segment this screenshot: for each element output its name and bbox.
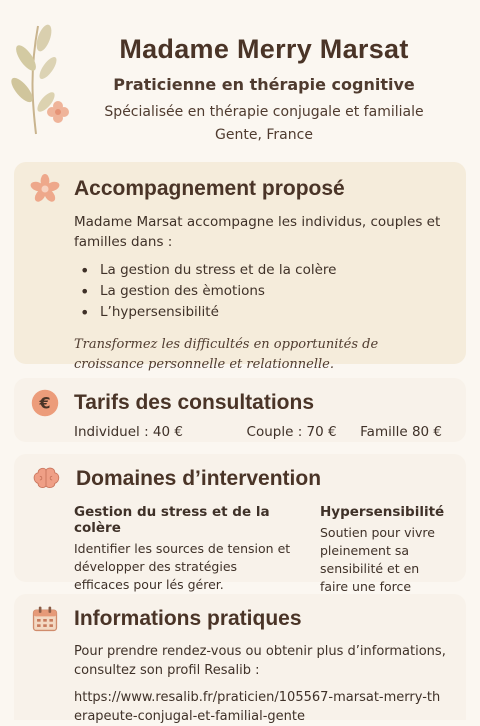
domaine-stress-title: Gestion du stress et de la colère bbox=[74, 504, 270, 536]
tarifs-title: Tarifs des consultations bbox=[74, 391, 314, 414]
domaines-title: Domaines d’intervention bbox=[76, 467, 322, 490]
domaine-stress-desc: Identifier les sources de tension et développer des stratégies efficaces pour lés gérer. bbox=[74, 541, 291, 592]
infos-card bbox=[14, 594, 466, 724]
accompagnement-tagline: Transformez les difficultés en opportunités de croissance personnelle et relationnelle. bbox=[74, 337, 379, 372]
list-item: • L’hypersensibilité bbox=[80, 302, 448, 323]
subtitle: Praticienne en thérapie cognitive bbox=[113, 75, 415, 94]
accompagnement-list bbox=[74, 260, 448, 323]
calendar-icon bbox=[30, 604, 60, 634]
brain-icon bbox=[30, 464, 62, 494]
tarifs-header bbox=[32, 388, 448, 418]
infos-title: Informations pratiques bbox=[74, 607, 302, 630]
leaf-sprig-icon bbox=[8, 20, 70, 138]
svg-text:€: € bbox=[39, 393, 51, 413]
infos-header bbox=[32, 604, 448, 634]
specialty: Spécialisée en thérapie conjugale et familiale bbox=[104, 104, 424, 120]
resalib-link[interactable]: https://www.resalib.fr/praticien/105567-marsat-merry-therapeute-conjugal-et-familial-gente bbox=[74, 690, 441, 724]
location: Gente, France bbox=[215, 127, 313, 143]
domaines-card bbox=[14, 454, 466, 594]
accompagnement-header bbox=[32, 174, 448, 204]
accompagnement-title: Accompagnement proposé bbox=[74, 177, 345, 200]
accompagnement-intro: Madame Marsat accompagne les individus, couples et familles dans : bbox=[74, 214, 441, 250]
domaines-header bbox=[32, 464, 448, 494]
domaine-stress bbox=[74, 504, 320, 596]
flower-icon bbox=[30, 174, 60, 204]
header bbox=[0, 0, 480, 143]
page-title: Madame Merry Marsat bbox=[119, 34, 409, 64]
domaine-hypersensibilite bbox=[320, 504, 448, 596]
infos-text: Pour prendre rendez-vous ou obtenir plus d’informations, consultez son profil Resalib : bbox=[74, 644, 446, 678]
domaine-hyper-title: Hypersensibilité bbox=[320, 504, 445, 520]
list-item: • La gestion des èmotions bbox=[80, 281, 448, 302]
list-item: • La gestion du stress et de la colère bbox=[80, 260, 448, 281]
domaine-hyper-desc: Soutien pour vivre pleinement sa sensibilité et en faire une force bbox=[320, 525, 435, 594]
tarifs-card bbox=[14, 378, 466, 442]
tarif-individuel: Individuel : 40 € bbox=[74, 424, 183, 440]
euro-icon bbox=[30, 388, 60, 418]
tarif-couple: Couple : 70 € bbox=[246, 424, 337, 440]
domaines-columns bbox=[32, 504, 448, 596]
tarif-famille: Famille 80 € bbox=[360, 424, 442, 440]
accompagnement-card bbox=[14, 162, 466, 372]
tarifs-row bbox=[32, 424, 448, 440]
